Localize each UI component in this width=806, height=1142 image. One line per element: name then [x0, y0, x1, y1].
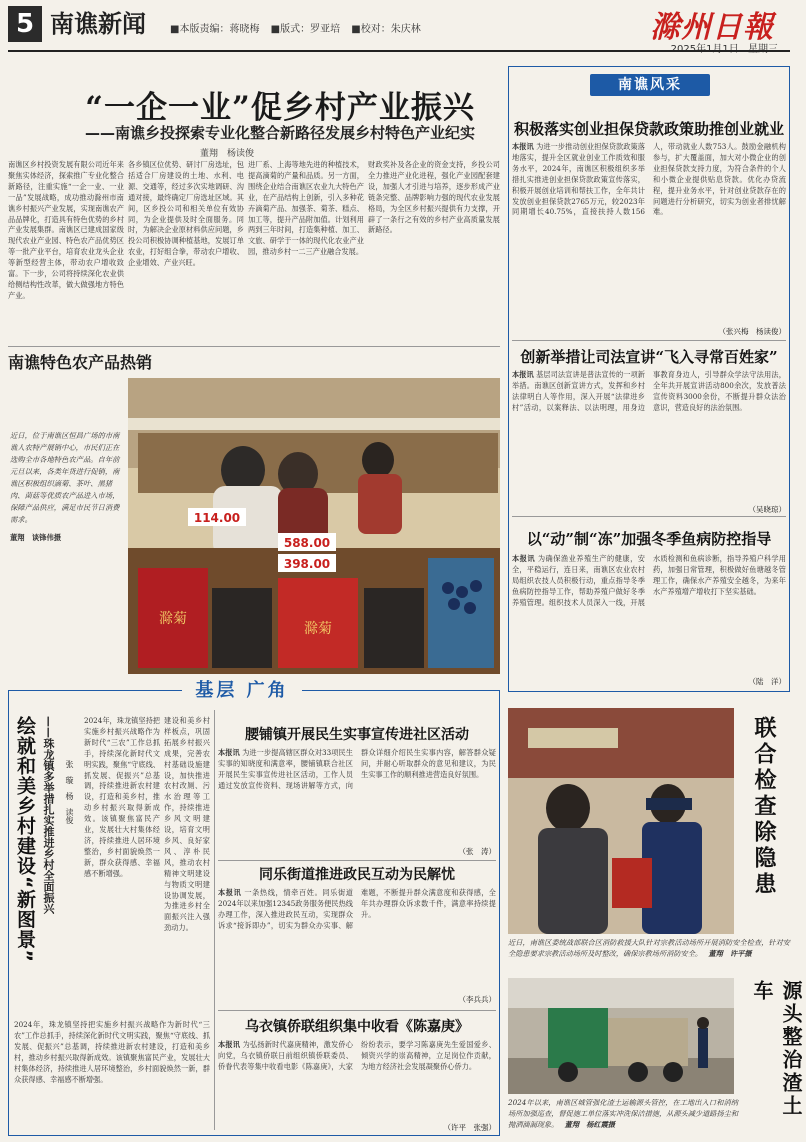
- divider: [218, 1010, 496, 1011]
- box-label-1: 滁菊: [159, 611, 187, 627]
- photo-caption-text: 近日，位于南谯区恒昌广场的市南谯人农特产展销中心，市民们正在选购全市各地特色农产品。自年前元旦以来，各类年货进行促销，南谯区积极组织滴菊、茶叶、黑猪肉、菌菇等优质农产品进入市场，保障产品供应，满足市民节日消费需求。: [10, 431, 120, 524]
- price-tag-2: 588.00: [283, 536, 331, 550]
- guangjiao-section-tag: 基层 广角: [182, 678, 302, 704]
- truck-caption: [508, 1098, 738, 1138]
- proof-credit: ■校对：朱庆林: [351, 24, 421, 35]
- lead-subheadline: ——南谯乡投探索专业化整合新路径发展乡村特色产业纪实: [84, 124, 475, 142]
- divider: [218, 860, 496, 861]
- guangjiao-a1-body: [218, 748, 496, 846]
- lead-col-2: 各乡镇区位优势、研讨厂房选址，包括适合厂房建设的土地、水利、电源、交通等，经过多次实地调研、沟通对接，最终确定厂房选址区域。其间，区乡投公司和相关单位有效协同，为企业提供及时全面服务。同时，为解决企业原材料供应问题，乡投公司积极协调种植基地，发展订单农业，打好组合拳，带动农户增收、企业增效、产业兴旺。: [128, 160, 244, 268]
- photo-byline: 董翔 谈锋伟摄: [10, 533, 62, 542]
- guangjiao-a2-author: （李兵兵）: [458, 995, 496, 1004]
- lead-byline: 董翔 杨读俊: [200, 149, 255, 159]
- paper-date: [665, 40, 778, 55]
- fengcai-a3-headline: 以“动”制“冻”加强冬季鱼病防控指导: [526, 530, 772, 548]
- fengcai-a1-author: （张兴梅 杨读俊）: [718, 327, 786, 336]
- feature-title: 绘就和美乡村建设“新图景”: [14, 716, 36, 963]
- page-number: 5: [8, 6, 42, 42]
- fire-check-byline: 董翔 许平摄: [708, 948, 752, 958]
- fengcai-a1-headline: 积极落实创业担保贷款政策助推创业就业: [513, 120, 784, 138]
- lead-label: 本报讯: [512, 142, 534, 151]
- paper-logo: 滁州日報: [650, 10, 774, 45]
- divider: [512, 340, 786, 341]
- article-text: 为进一步提高辖区群众对33项民生实事的知晓度和满意率，腰铺镇联合社区开展民生实事宣传进社区活动，工作人员通过发放宣传资料、现场讲解等方式，向群众详细介绍民生实事内容，解答群众疑问，并耐心听取群众的意见和建议，为民生实事工作的顺利推进营造良好氛围。: [218, 748, 496, 790]
- lead-col-1: 南谯区乡村投资发展有限公司近年来聚焦实体经济，探索推广专业化整合新路径，注重实施“一企一业、一业一品”发展战略，成功推动滁州市南谯乡村振兴产业发展，实现南谯农产品品牌化，打造具有特色优势的乡村产业发展集群。南谯区已建成国家级现代农业产业园、特色农产品优势区等一批产业平台，培育农业龙头企业等新型经营主体，带动农户增收致富。下一步，公司将持续深化农业供给侧结构性改革，做大做强地方特色产业。: [8, 160, 124, 300]
- truck-byline: 董翔 杨红霞摄: [564, 1119, 615, 1129]
- section-divider: [8, 346, 500, 347]
- layout-credit: ■版式：罗亚培: [270, 24, 341, 35]
- masthead-rule: [8, 50, 790, 52]
- guangjiao-a1-headline: 腰铺镇开展民生实事宣传进社区活动: [245, 727, 469, 743]
- feature-subtitle: ——珠龙镇多举措扎实推进乡村全面振兴: [42, 716, 55, 914]
- fire-check-title: 联合检查除隐患: [751, 716, 776, 898]
- lead-label: 本报讯: [218, 888, 242, 897]
- truck-photo: [508, 978, 734, 1094]
- fengcai-a2-headline: 创新举措让司法宣讲“飞入寻常百姓家”: [520, 348, 778, 366]
- photo-story-title: 南谯特色农产品热销: [8, 353, 153, 372]
- guangjiao-a3-author: （许平 张强）: [443, 1123, 496, 1132]
- fire-check-photo: [508, 708, 734, 934]
- truck-caption-text: 2024年以来，南谯区城管强化渣土运输源头管控，在工地出入口和消纳场所加强巡查，督促施工单位落实冲洗保洁措施，从源头减少道路扬尘和抛洒滴漏现象。: [508, 1098, 739, 1129]
- guangjiao-a1-author: （张 涛）: [458, 847, 496, 856]
- article-text: 为确保渔业养殖生产的健康，安全，平稳运行，连日来，南谯区农业农村局组织农技人员积极行动，重点指导冬季鱼病防控指导工作，帮助养殖户做好冬季养殖管理。组织技术人员深入一线，开展水质检测和鱼病诊断，指导养殖户科学用药，加强日常管理，积极做好鱼塘越冬管理工作，确保水产养殖安全越冬，为来年水产养殖增产增收打下坚实基础。: [512, 554, 786, 607]
- fengcai-section-tag: 南谯风采: [590, 74, 710, 96]
- fengcai-a3-author: （陆 洋）: [748, 677, 786, 686]
- article-text: 基层司法宣讲是普法宣传的一项新举措。南谯区创新宣讲方式，发挥和乡村法律明白人等作用，深入开展“法律进乡村”活动，以案释法、以法明理，用身边事教育身边人，引导群众学法守法用法，全年共开展宣讲活动800余次，发放普法宣传资料3000余份，不断提升群众法治意识，营造良好的法治氛围。: [512, 370, 786, 412]
- price-tag-1: 114.00: [193, 511, 241, 525]
- fengcai-a1-body: [512, 142, 786, 322]
- photo-story-caption: [10, 430, 122, 544]
- feature-author: 张 璇 杨 读俊: [65, 760, 74, 824]
- truck-photo-image: [508, 978, 734, 1094]
- section-name: 南谯新闻: [50, 10, 146, 38]
- lead-label: 本报讯: [218, 1040, 241, 1049]
- price-tag-3: 398.00: [283, 557, 331, 571]
- article-text: 为进一步推动创业担保贷款政策落地落实，提升全区就业创业工作质效和服务水平，2024年，南谯区积极组织多举措扎实推进创业担保贷款政策宣传落实，积极开展创业培训和帮扶工作，全年共计发放创业担保贷款2765万元，较2023年同期增长40.75%，直接扶持人数156人，带动就业人数753人。鼓励金融机构参与，扩大覆盖面，加大对小微企业的创业担保贷款支持力度，为符合条件的个人和小微企业提供贴息贷款。优化办贷流程，提升业务水平，针对创业贷款存在的问题进行分析研究，切实为创业者排忧解难。: [512, 142, 786, 217]
- guangjiao-a3-headline: 乌衣镇侨联组织集中收看《陈嘉庚》: [245, 1019, 469, 1035]
- fire-check-caption-text: 近日，南谯区委统战部联合区消防救援大队针对宗教活动场所开展消防安全检查，针对安全隐患要求宗教活动场所及时整改，确保宗教场所消防安全。: [508, 938, 790, 958]
- editor-credit: ■本版责编：蒋晓梅: [170, 24, 260, 35]
- lead-label: 本报讯: [218, 748, 240, 757]
- article-text: 为弘扬新时代嘉庚精神，激发侨心向党，乌衣镇侨联日前组织镇侨联委员、侨眷代表等集中收看电影《陈嘉庚》，大家纷纷表示，要学习陈嘉庚先生爱国爱乡、倾资兴学的崇高精神，立足岗位作贡献，为地方经济社会发展凝聚侨心侨力。: [218, 1040, 496, 1071]
- fire-check-photo-image: [508, 708, 734, 934]
- truck-title: 源头整治渣土车: [750, 980, 803, 1118]
- feature-col-1: 2024年，珠龙镇坚持把实施乡村振兴战略作为新时代“三农”工作总抓手，持续深化新时代文明实践，聚焦“守底线、抓发展、促振兴”总基调，持续推进新农村建设，打造和美乡村，推动乡村振兴取得新成效。该镇聚焦富民产业，发展壮大村集体经济，持续推进人居环境整治，乡村面貌焕然一新，群众获得感、幸福感不断增强。: [84, 716, 160, 878]
- feature-col-2: 建设和美乡村样板点，巩固拓展乡村振兴成果，完善农村基础设施建设，加快推进农村改厕、污水治理等工作，持续推进乡风文明建设，培育文明乡风、良好家风、淳朴民风，推动农村精神文明建设与物质文明建设协调发展，为推进乡村全面振兴注入强劲动力。: [164, 716, 210, 933]
- box-label-2: 滁菊: [304, 621, 332, 637]
- editors-line: [170, 20, 429, 35]
- fengcai-a2-author: （吴晓琼）: [748, 505, 786, 514]
- market-photo: [128, 378, 500, 674]
- guangjiao-a2-headline: 同乐街道推进政民互动为民解忧: [259, 867, 455, 883]
- fengcai-a3-body: [512, 554, 786, 674]
- guangjiao-a3-body: [218, 1040, 496, 1122]
- feature-col-3: 2024年，珠龙镇坚持把实施乡村振兴战略作为新时代“三农”工作总抓手，持续深化新时代文明实践，聚焦“守底线、抓发展、促振兴”总基调，持续推进新农村建设，打造和美乡村，推动乡村振兴取得新成效。该镇聚焦富民产业，发展壮大村集体经济，持续推进人居环境整治，乡村面貌焕然一新，群众获得感、幸福感不断增强。: [14, 1020, 210, 1084]
- guangjiao-a2-body: [218, 888, 496, 986]
- lead-label: 本报讯: [512, 554, 536, 563]
- market-photo-image: [128, 378, 500, 674]
- lead-headline: “一企一业”促乡村产业振兴: [85, 90, 475, 126]
- fire-check-caption: [508, 938, 790, 974]
- divider: [512, 516, 786, 517]
- lead-col-4: 财政奖补及各企业的资金支持，乡投公司全力推进产业化进程，强化产业园配套建设，加强人才引进与培养，逐步形成产业链条完整、品牌影响力强的现代农业发展格局，为全区乡村振兴提供有力支撑，开辟了一条行之有效的乡村产业高质量发展新路径。: [368, 160, 500, 235]
- vertical-divider: [214, 710, 215, 1130]
- lead-col-3: 进厂系、上海等地先进的种植技术，提高滴菊的产量和品质。另一方面，围绕企业结合南谯区农业九大特色产业，在产品结构上创新，引入多种花卉滴菊产品、加强茶、菊茶、糕点、加工等，提升产品附加值。计划利用两到三年时间，打造集种植、加工、文旅、研学于一体的现代化农业产业园，推动乡村一二三产业融合发展。: [248, 160, 364, 257]
- fengcai-a2-body: [512, 370, 786, 502]
- lead-label: 本报讯: [512, 370, 534, 379]
- article-text: 一条热线，情牵百姓。同乐街道2024年以来加强12345政务服务便民热线办理工作，深入推进政民互动，实现群众诉求“接诉即办”，切实为群众办实事、解难题，不断提升群众满意度和获得感，全年共办理群众诉求数千件，满意率持续提升。: [218, 888, 496, 930]
